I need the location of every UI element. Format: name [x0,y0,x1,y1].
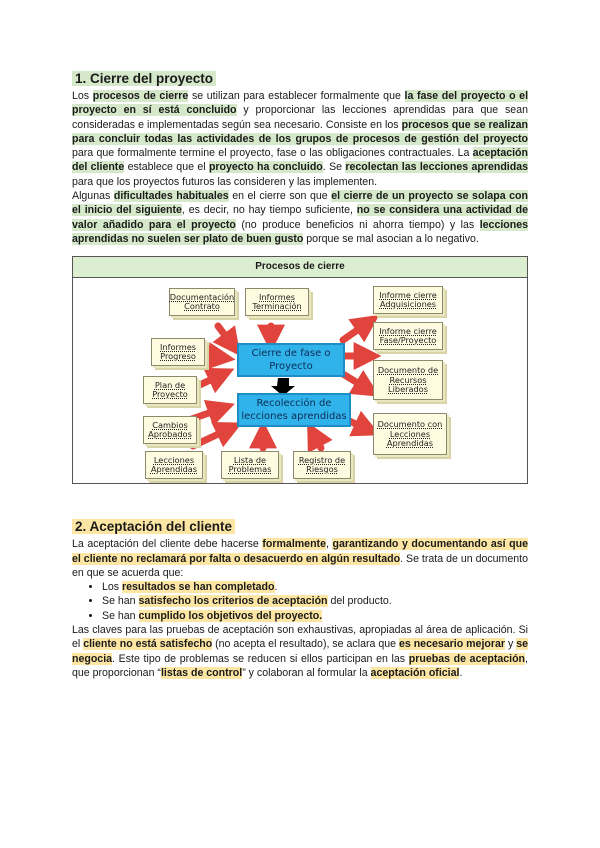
text-run: Se han [102,609,139,622]
figure-title: Procesos de cierre [73,257,527,278]
text-run: establece que el [124,161,209,174]
document-page [72,70,528,680]
highlighted-text: garantizando y documentando así que el cliente no reclamará por falta o desacuerdo en algún resultado [72,538,529,565]
text-run: (no produce beneficios ni ahorra tiempo) y las [235,218,480,231]
highlighted-text: procesos de cierre [92,90,189,102]
center-box-recoleccion: Recolección de lecciones aprendidas [237,393,351,427]
note-documentacion-contrato: Documentación Contrato [169,288,235,316]
text-run: Algunas [72,190,114,203]
arrow-contrato [218,326,233,346]
text-run: , es decir, no hay tiempo suficiente, [181,204,357,217]
note-registro-riesgos: Registro de Riesgos [293,451,351,479]
text-run: , que proporcionan “ [72,652,528,679]
arrow-riesgos [313,433,321,448]
highlighted-text: el cierre de un proyecto se solapa con el inicio del siguiente [72,190,528,217]
highlighted-text: resultados se han completado [122,581,275,594]
text-run: Los [72,90,93,102]
text-run: para que los proyectos futuros las consideren y las implementen. [72,175,378,188]
text-run: Los [102,581,123,594]
note-informes-terminacion: Informes Terminación [245,288,309,316]
note-informes-progreso: Informes Progreso [151,338,205,366]
highlighted-text: procesos que se realizan para concluir todas las actividades de los grupos de procesos de gestión del proyecto [72,118,528,145]
text-run: Las claves para las pruebas de aceptación son exhaustivas, apropiadas al área de aplicación. Si el [72,624,528,651]
text-run: La aceptación del cliente debe hacerse [72,538,263,551]
arrow-recursos [343,374,369,390]
closing-processes-figure [72,256,528,484]
note-lista-problemas: Lista de Problemas [221,451,279,479]
highlighted-text: la fase del proyecto o el proyecto en sí está concluido [72,90,529,117]
text-run: se utilizan para establecer formalmente que [188,90,405,102]
note-lecciones-aprendidas: Lecciones Aprendidas [145,451,203,479]
arrow-adquisiciones [343,322,369,340]
section-2-heading: 2. Aceptación del cliente [72,518,528,535]
note-documento-lecciones: Documento con Lecciones Aprendidas [373,413,447,455]
text-run: Se han [102,595,139,608]
highlighted-text: aceptación del cliente [72,147,528,174]
highlighted-text: formalmente [262,538,326,551]
text-run: del producto. [327,595,392,608]
note-recursos-liberados: Documento de Recursos Liberados [373,360,443,400]
text-run: . Este tipo de problemas se reducen si ellos participan en las [112,652,409,665]
arrow-lecciones [193,428,231,446]
text-run: . [274,581,278,594]
highlighted-text: se negocia [72,638,529,665]
acceptance-list [72,580,528,623]
text-run: y [505,638,517,651]
highlighted-text: listas de control [160,666,243,679]
highlighted-text: pruebas de aceptación [408,652,526,665]
text-run: porque se mal asocian a lo negativo. [303,232,479,245]
section-2 [72,518,528,680]
highlighted-text: aceptación oficial [370,666,460,679]
highlighted-text: cliente no está satisfecho [83,638,213,651]
highlighted-text: dificultades habituales [113,190,229,203]
section-2-paragraph-2 [72,623,528,680]
text-run: y proporcionar las lecciones aprendidas para que sean consideradas e implementadas según sea necesario. Consiste en los [72,104,528,131]
highlighted-text: es necesario mejorar [398,638,505,651]
note-cambios-aprobados: Cambios Aprobados [143,416,197,444]
text-run: en el cierre son que [228,190,332,203]
list-item [102,580,528,594]
note-plan-proyecto: Plan de Proyecto [143,376,197,404]
center-box-cierre: Cierre de fase o Proyecto [237,343,345,377]
section-1-paragraph-2 [72,189,528,246]
note-informe-cierre-fase: Informe cierre Fase/Proyecto [373,322,443,350]
highlighted-text: no se considera una actividad de valor añadido para el proyecto [72,204,528,231]
text-run: para que formalmente termine el proyecto, fase o las obligaciones contractuales. La [72,147,473,160]
section-1-heading: 1. Cierre del proyecto [72,70,528,87]
list-item [102,609,528,623]
text-run: . [459,666,463,679]
note-informe-cierre-adquisiciones: Informe cierre Adquisiciones [373,286,443,314]
section-2-paragraph-1 [72,537,528,580]
text-run: . Se trata de un documento en que se acuerda que: [72,552,528,579]
text-run: , [325,538,333,551]
section-1-paragraph-1 [72,89,528,189]
highlighted-text: lecciones aprendidas no suelen ser plato de buen gusto [72,218,529,245]
text-run: (no acepta el resultado), se aclara que [212,638,399,651]
highlighted-text: recolectan las lecciones aprendidas [345,161,529,174]
highlighted-text: cumplido los objetivos del proyecto. [138,609,323,622]
text-run: . Se [322,161,346,174]
figure-diagram [73,278,527,483]
text-run: ” y colaboran al formular la [242,666,371,679]
highlighted-text: satisfecho los criterios de aceptación [138,595,328,608]
highlighted-text: proyecto ha concluido [208,161,323,174]
list-item [102,594,528,608]
